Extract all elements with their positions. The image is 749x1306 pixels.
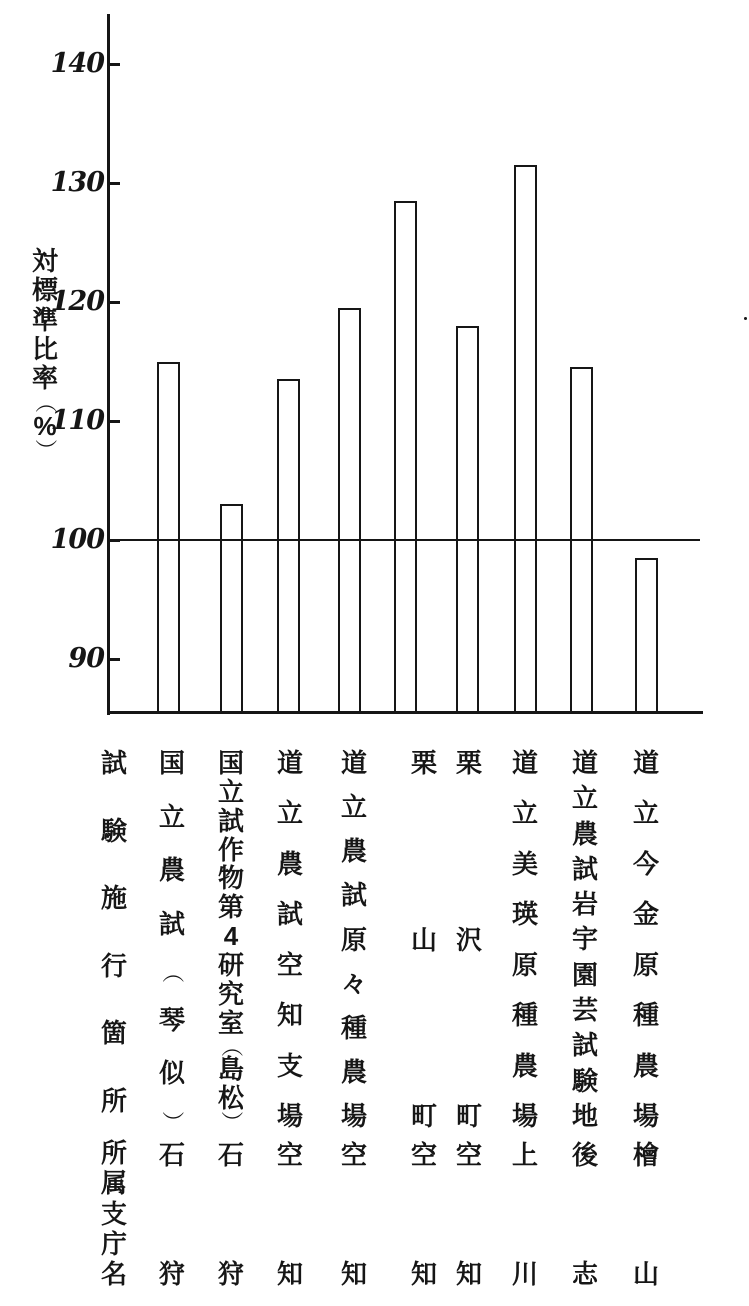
x-axis-title-bottom — [97, 1140, 131, 1288]
char: （ — [219, 1035, 244, 1058]
char: 道 — [276, 748, 303, 778]
char: 4 — [223, 921, 239, 952]
char: 箇 — [100, 1018, 127, 1049]
y-tick-label: 100 — [50, 524, 104, 555]
char: 立 — [632, 798, 659, 829]
bar — [635, 558, 658, 713]
char: 立 — [276, 798, 303, 829]
char: 研 — [217, 949, 244, 980]
y-tick-label: 130 — [50, 167, 104, 198]
subprefecture-label — [273, 1142, 307, 1288]
subprefecture-label — [508, 1142, 542, 1288]
char: 空 — [276, 1140, 303, 1170]
char: 島 — [217, 1054, 244, 1085]
char: 第 — [217, 892, 244, 923]
char: 物 — [217, 863, 244, 894]
char: 立 — [571, 783, 598, 814]
char: 試 — [340, 880, 367, 911]
category-label — [214, 748, 248, 1133]
char: 知 — [276, 1259, 303, 1289]
char: 金 — [632, 899, 659, 930]
char: 比 — [31, 333, 58, 364]
char: 園 — [571, 959, 598, 990]
char: 国 — [158, 748, 185, 778]
category-label — [407, 750, 441, 1130]
char: 沢 — [455, 924, 482, 955]
char: 町 — [410, 1101, 437, 1131]
char: 農 — [158, 855, 185, 886]
char: 宇 — [571, 924, 598, 955]
char: 所 — [100, 1085, 127, 1116]
char: 支 — [100, 1198, 127, 1229]
char: 空 — [276, 949, 303, 980]
char: 立 — [511, 798, 538, 829]
char: 空 — [455, 1140, 482, 1170]
char: 道 — [340, 748, 367, 778]
char: 種 — [511, 1000, 538, 1031]
char: 農 — [276, 848, 303, 879]
char: 山 — [410, 924, 437, 955]
char: ） — [219, 1110, 244, 1133]
char: 原 — [632, 949, 659, 980]
char: 町 — [455, 1101, 482, 1131]
y-tick-label: 140 — [50, 48, 104, 79]
char: 種 — [340, 1012, 367, 1043]
char: 道 — [511, 748, 538, 778]
char: 空 — [410, 1140, 437, 1170]
char: 知 — [455, 1259, 482, 1289]
char: 農 — [340, 836, 367, 867]
char: 種 — [632, 1000, 659, 1031]
y-tick — [108, 301, 120, 304]
char: 試 — [158, 908, 185, 939]
char: 施 — [100, 883, 127, 914]
subprefecture-label — [452, 1142, 486, 1288]
char: 志 — [571, 1259, 598, 1289]
char: 験 — [571, 1065, 598, 1096]
char: 農 — [632, 1050, 659, 1081]
char: 試 — [276, 899, 303, 930]
bar — [338, 308, 361, 713]
category-label — [155, 748, 189, 1133]
char: 場 — [511, 1100, 538, 1131]
char: 行 — [100, 950, 127, 981]
char: 立 — [158, 801, 185, 832]
char: 川 — [511, 1259, 538, 1289]
subprefecture-label — [568, 1142, 602, 1288]
char: 場 — [340, 1101, 367, 1131]
subprefecture-label — [155, 1142, 189, 1288]
y-tick-label: 90 — [68, 643, 104, 674]
category-label — [452, 750, 486, 1130]
y-tick — [108, 658, 120, 661]
char: 所 — [100, 1138, 127, 1168]
x-axis-baseline — [107, 711, 703, 714]
y-tick-label: 120 — [50, 286, 104, 317]
char: ） — [33, 438, 58, 461]
char: 々 — [340, 968, 367, 999]
subprefecture-label — [214, 1142, 248, 1288]
category-label — [629, 750, 663, 1130]
char: 栗 — [455, 748, 482, 778]
reference-line-100 — [107, 539, 700, 541]
scan-speck — [744, 317, 747, 320]
char: 知 — [410, 1259, 437, 1289]
y-tick — [108, 182, 120, 185]
char: 試 — [100, 748, 127, 778]
char: 試 — [571, 1030, 598, 1061]
char: 属 — [100, 1168, 127, 1199]
char: （ — [33, 391, 58, 414]
char: 原 — [340, 924, 367, 955]
char: 室 — [217, 1007, 244, 1038]
char: 松 — [217, 1083, 244, 1114]
char: 空 — [340, 1140, 367, 1170]
y-axis-title-text — [28, 246, 62, 461]
char: 農 — [571, 818, 598, 849]
char: 対 — [31, 246, 58, 276]
char: 山 — [632, 1259, 659, 1289]
y-axis-line — [107, 14, 110, 715]
char: 率 — [31, 363, 58, 394]
char: 名 — [100, 1259, 127, 1289]
char: （ — [160, 961, 185, 984]
char: 後 — [571, 1140, 598, 1170]
char: 知 — [276, 1000, 303, 1031]
char: 場 — [276, 1100, 303, 1131]
char: 準 — [31, 304, 58, 335]
char: ） — [160, 1110, 185, 1133]
bar — [394, 201, 417, 713]
char: 原 — [511, 949, 538, 980]
char: 験 — [100, 815, 127, 846]
char: 瑛 — [511, 899, 538, 930]
char: 究 — [217, 978, 244, 1009]
char: 道 — [632, 748, 659, 778]
category-label — [273, 750, 307, 1130]
char: 農 — [511, 1050, 538, 1081]
char: 石 — [158, 1140, 185, 1170]
y-tick — [108, 63, 120, 66]
char: 場 — [632, 1100, 659, 1131]
bar — [514, 165, 537, 713]
bar — [220, 504, 243, 713]
char: 狩 — [217, 1259, 244, 1289]
category-label — [568, 750, 602, 1130]
char: 上 — [511, 1140, 538, 1170]
char: 試 — [571, 853, 598, 884]
char: 国 — [217, 748, 244, 778]
char: 立 — [340, 792, 367, 823]
y-tick — [108, 420, 120, 423]
char: 農 — [340, 1056, 367, 1087]
x-axis-title-top — [97, 750, 131, 1115]
char: 岩 — [571, 889, 598, 920]
char: 地 — [571, 1100, 598, 1131]
char: 檜 — [632, 1140, 659, 1170]
char: 琴 — [158, 1004, 185, 1035]
char: 似 — [158, 1058, 185, 1089]
char: 石 — [217, 1140, 244, 1170]
y-tick — [108, 539, 120, 542]
category-label — [337, 750, 371, 1130]
y-tick-label: 110 — [50, 405, 104, 436]
char: 標 — [31, 275, 58, 306]
char: 今 — [632, 848, 659, 879]
char: 道 — [571, 748, 598, 778]
bar — [456, 326, 479, 713]
char: 庁 — [100, 1228, 127, 1259]
char: 狩 — [158, 1259, 185, 1289]
char: 試 — [217, 805, 244, 836]
category-label — [508, 750, 542, 1130]
char: 美 — [511, 848, 538, 879]
subprefecture-label — [629, 1142, 663, 1288]
subprefecture-label — [337, 1142, 371, 1288]
bar — [157, 362, 180, 714]
subprefecture-label — [407, 1142, 441, 1288]
char: 知 — [340, 1259, 367, 1289]
char: 支 — [276, 1050, 303, 1081]
char: % — [33, 410, 57, 441]
char: 立 — [217, 776, 244, 807]
char: 芸 — [571, 995, 598, 1026]
char: 作 — [217, 834, 244, 865]
char: 栗 — [410, 748, 437, 778]
bar — [277, 379, 300, 713]
